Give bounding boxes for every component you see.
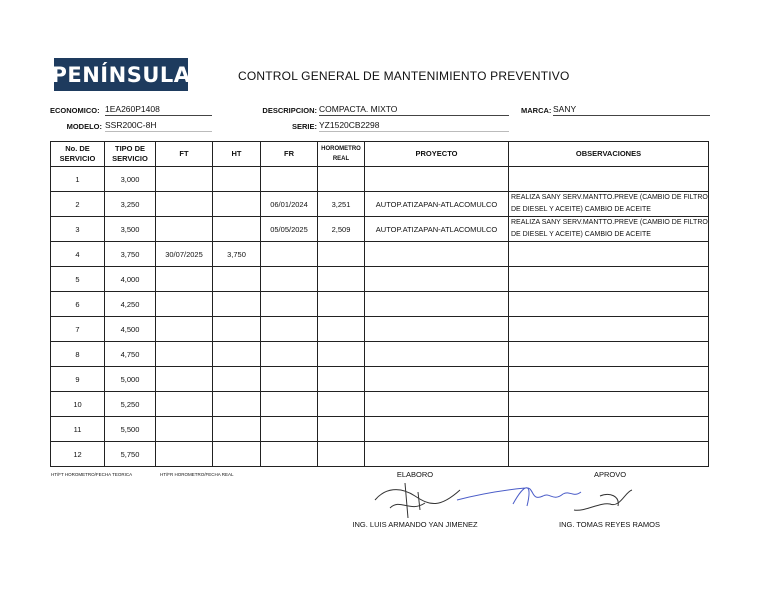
cell-obs: REALIZA SANY SERV.MANTTO.PREVE (CAMBIO DE FILTRO DE DIESEL Y ACEITE) CAMBIO DE ACEITE [509, 192, 709, 217]
modelo-label: MODELO: [66, 122, 102, 131]
cell-proyecto [365, 242, 509, 267]
economico-value: 1EA260P1408 [105, 104, 212, 116]
cell-ht [213, 192, 261, 217]
cell-ht [213, 167, 261, 192]
cell-proyecto [365, 442, 509, 467]
column-header: No. DE SERVICIO [51, 142, 105, 167]
table-row [51, 392, 709, 417]
column-header: HOROMETRO REAL [318, 142, 365, 167]
cell-no: 12 [51, 442, 105, 467]
cell-tipo: 4,250 [105, 292, 156, 317]
cell-horometro [318, 267, 365, 292]
column-header: OBSERVACIONES [509, 142, 709, 167]
cell-ft [156, 167, 213, 192]
table-row [51, 267, 709, 292]
cell-no: 3 [51, 217, 105, 242]
cell-ht [213, 442, 261, 467]
cell-fr [261, 292, 318, 317]
cell-tipo: 3,750 [105, 242, 156, 267]
cell-ft [156, 192, 213, 217]
page-title: CONTROL GENERAL DE MANTENIMIENTO PREVENTIVO [238, 69, 570, 83]
cell-tipo: 3,250 [105, 192, 156, 217]
cell-ht [213, 392, 261, 417]
column-header: HT [213, 142, 261, 167]
cell-no: 10 [51, 392, 105, 417]
cell-fr [261, 317, 318, 342]
serie-label: SERIE: [291, 122, 317, 131]
cell-fr [261, 267, 318, 292]
aprovo-name: ING. TOMAS REYES RAMOS [559, 520, 660, 529]
cell-tipo: 4,500 [105, 317, 156, 342]
cell-horometro [318, 342, 365, 367]
cell-tipo: 4,750 [105, 342, 156, 367]
cell-tipo: 5,250 [105, 392, 156, 417]
table-row [51, 342, 709, 367]
table-row [51, 442, 709, 467]
cell-tipo: 5,000 [105, 367, 156, 392]
cell-proyecto [365, 367, 509, 392]
company-logo: PENÍNSULA [54, 58, 188, 91]
cell-no: 8 [51, 342, 105, 367]
table-row [51, 367, 709, 392]
cell-horometro [318, 442, 365, 467]
cell-fr [261, 367, 318, 392]
cell-fr: 05/05/2025 [261, 217, 318, 242]
cell-ft [156, 367, 213, 392]
note-real: HT/FR HOROMETRO/FECHA REAL [160, 472, 234, 477]
cell-fr [261, 242, 318, 267]
cell-tipo: 3,000 [105, 167, 156, 192]
cell-proyecto [365, 292, 509, 317]
cell-ft: 30/07/2025 [156, 242, 213, 267]
table-row [51, 242, 709, 267]
elaboro-label: ELABORO [396, 470, 434, 479]
cell-proyecto [365, 417, 509, 442]
maintenance-table [50, 141, 709, 467]
column-header: FT [156, 142, 213, 167]
cell-ht [213, 417, 261, 442]
cell-obs [509, 292, 709, 317]
elaboro-name: ING. LUIS ARMANDO YAN JIMENEZ [352, 520, 478, 529]
cell-tipo: 5,750 [105, 442, 156, 467]
cell-proyecto: AUTOP.ATIZAPAN-ATLACOMULCO [365, 217, 509, 242]
cell-fr: 06/01/2024 [261, 192, 318, 217]
cell-proyecto [365, 317, 509, 342]
marca-label: MARCA: [521, 106, 552, 115]
cell-obs [509, 342, 709, 367]
table-row [51, 292, 709, 317]
serie-value: YZ1520CB2298 [319, 120, 509, 132]
cell-no: 11 [51, 417, 105, 442]
cell-tipo: 4,000 [105, 267, 156, 292]
descripcion-value: COMPACTA. MIXTO [319, 104, 509, 116]
cell-ht [213, 292, 261, 317]
table-row [51, 192, 709, 217]
cell-horometro [318, 167, 365, 192]
note-teorica: HT/FT HOROMETRO/FECHA TEORICA [51, 472, 133, 477]
column-header: TIPO DE SERVICIO [105, 142, 156, 167]
cell-obs [509, 367, 709, 392]
cell-obs [509, 267, 709, 292]
signature-aprovo [570, 482, 640, 518]
cell-horometro [318, 417, 365, 442]
cell-proyecto [365, 392, 509, 417]
cell-ht [213, 342, 261, 367]
cell-obs [509, 442, 709, 467]
column-header: PROYECTO [365, 142, 509, 167]
cell-obs [509, 392, 709, 417]
cell-obs [509, 317, 709, 342]
aprovo-label: APROVO [593, 470, 627, 479]
cell-no: 2 [51, 192, 105, 217]
cell-no: 7 [51, 317, 105, 342]
cell-proyecto [365, 267, 509, 292]
cell-ht [213, 267, 261, 292]
cell-ft [156, 417, 213, 442]
cell-horometro [318, 292, 365, 317]
cell-ft [156, 217, 213, 242]
cell-no: 1 [51, 167, 105, 192]
marca-value: SANY [553, 104, 710, 116]
table-row [51, 317, 709, 342]
cell-tipo: 5,500 [105, 417, 156, 442]
column-header: FR [261, 142, 318, 167]
cell-obs [509, 242, 709, 267]
cell-ft [156, 392, 213, 417]
cell-fr [261, 417, 318, 442]
cell-obs: REALIZA SANY SERV.MANTTO.PREVE (CAMBIO DE FILTRO DE DIESEL Y ACEITE) CAMBIO DE ACEITE [509, 217, 709, 242]
cell-ht: 3,750 [213, 242, 261, 267]
cell-horometro [318, 392, 365, 417]
cell-ft [156, 267, 213, 292]
cell-ht [213, 217, 261, 242]
table-header-row [51, 142, 709, 167]
cell-no: 5 [51, 267, 105, 292]
cell-fr [261, 442, 318, 467]
cell-ht [213, 367, 261, 392]
economico-label: ECONOMICO: [50, 106, 100, 115]
cell-ft [156, 292, 213, 317]
cell-horometro: 3,251 [318, 192, 365, 217]
cell-horometro [318, 367, 365, 392]
cell-obs [509, 167, 709, 192]
table-row [51, 417, 709, 442]
cell-fr [261, 342, 318, 367]
cell-fr [261, 392, 318, 417]
cell-horometro [318, 317, 365, 342]
descripcion-label: DESCRIPCION: [262, 106, 317, 115]
signature-blue [455, 476, 585, 516]
table-row [51, 167, 709, 192]
cell-proyecto [365, 167, 509, 192]
cell-horometro: 2,509 [318, 217, 365, 242]
cell-no: 6 [51, 292, 105, 317]
cell-no: 9 [51, 367, 105, 392]
cell-ft [156, 442, 213, 467]
cell-obs [509, 417, 709, 442]
cell-proyecto: AUTOP.ATIZAPAN-ATLACOMULCO [365, 192, 509, 217]
modelo-value: SSR200C-8H [105, 120, 212, 132]
cell-ht [213, 317, 261, 342]
cell-tipo: 3,500 [105, 217, 156, 242]
cell-fr [261, 167, 318, 192]
cell-horometro [318, 242, 365, 267]
cell-no: 4 [51, 242, 105, 267]
table-row [51, 217, 709, 242]
cell-proyecto [365, 342, 509, 367]
cell-ft [156, 317, 213, 342]
cell-ft [156, 342, 213, 367]
